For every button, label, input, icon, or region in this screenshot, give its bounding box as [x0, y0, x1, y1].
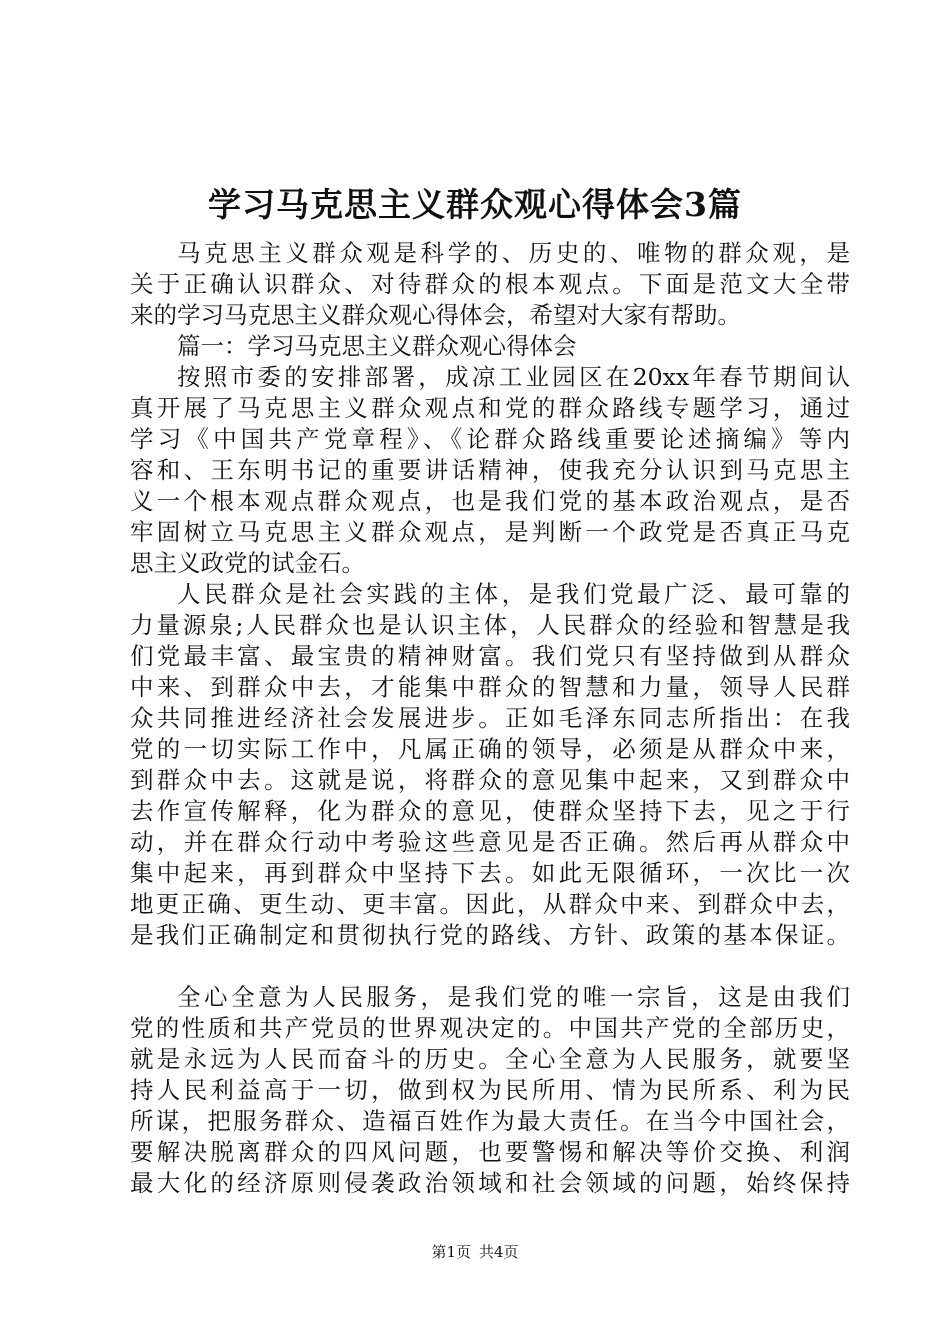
- body-line: 去作宣传解释，化为群众的意见，使群众坚持下去，见之于行: [130, 797, 850, 825]
- body-line: 众共同推进经济社会发展进步。正如毛泽东同志所指出：在我: [130, 704, 850, 732]
- body-line: 就是永远为人民而奋斗的历史。全心全意为人民服务，就要坚: [130, 1045, 850, 1073]
- page-total: 共4页: [479, 1243, 519, 1261]
- body-line: 力量源泉;人民群众也是认识主体，人民群众的经验和智慧是我: [130, 611, 850, 639]
- blank-line: [130, 951, 850, 982]
- body-line: 最大化的经济原则侵袭政治领域和社会领域的问题，始终保持: [130, 1169, 850, 1197]
- body-line: 按照市委的安排部署，成凉工业园区在20xx年春节期间认: [177, 363, 850, 391]
- page-footer: [0, 1240, 950, 1264]
- body-line: 所谋，把服务群众、造福百姓作为最大责任。在当今中国社会，: [130, 1107, 850, 1135]
- body-line: 党的一切实际工作中，凡属正确的领导，必须是从群众中来，: [130, 735, 850, 763]
- body-line: 真开展了马克思主义群众观点和党的群众路线专题学习，通过: [130, 394, 850, 422]
- body-line: 到群众中去。这就是说，将群众的意见集中起来，又到群众中: [130, 766, 850, 794]
- body-line: 全心全意为人民服务，是我们党的唯一宗旨，这是由我们: [177, 983, 850, 1011]
- body-line: 们党最丰富、最宝贵的精神财富。我们党只有坚持做到从群众: [130, 642, 850, 670]
- body-line: 牢固树立马克思主义群众观点，是判断一个政党是否真正马克: [130, 518, 850, 546]
- body-line: 要解决脱离群众的四风问题，也要警惕和解决等价交换、利润: [130, 1138, 850, 1166]
- body-line: 中来、到群众中去，才能集中群众的智慧和力量，领导人民群: [130, 673, 850, 701]
- body-line: 党的性质和共产党员的世界观决定的。中国共产党的全部历史，: [130, 1014, 850, 1042]
- section-heading: 篇一：学习马克思主义群众观心得体会: [177, 332, 577, 360]
- page-number: 第1页: [431, 1243, 471, 1261]
- body-line: 马克思主义群众观是科学的、历史的、唯物的群众观，是: [177, 239, 850, 267]
- body-line: 义一个根本观点群众观点，也是我们党的基本政治观点，是否: [130, 487, 850, 515]
- body-line: 容和、王东明书记的重要讲话精神，使我充分认识到马克思主: [130, 456, 850, 484]
- body-line: 关于正确认识群众、对待群众的根本观点。下面是范文大全带: [130, 270, 850, 298]
- body-line: 人民群众是社会实践的主体，是我们党最广泛、最可靠的: [177, 580, 850, 608]
- document-body: [130, 238, 850, 1199]
- body-line: 学习《中国共产党章程》、《论群众路线重要论述摘编》等内: [130, 425, 850, 453]
- document-title: 学习马克思主义群众观心得体会3篇: [208, 185, 742, 224]
- body-line: 是我们正确制定和贯彻执行党的路线、方针、政策的基本保证。: [130, 921, 850, 949]
- body-line: 地更正确、更生动、更丰富。因此，从群众中来、到群众中去，: [130, 890, 850, 918]
- body-line: 集中起来，再到群众中坚持下去。如此无限循环，一次比一次: [130, 859, 850, 887]
- body-line: 动，并在群众行动中考验这些意见是否正确。然后再从群众中: [130, 828, 850, 856]
- body-line: 来的学习马克思主义群众观心得体会，希望对大家有帮助。: [130, 301, 741, 329]
- body-line: 思主义政党的试金石。: [130, 549, 365, 577]
- body-line: 持人民利益高于一切，做到权为民所用、情为民所系、利为民: [130, 1076, 850, 1104]
